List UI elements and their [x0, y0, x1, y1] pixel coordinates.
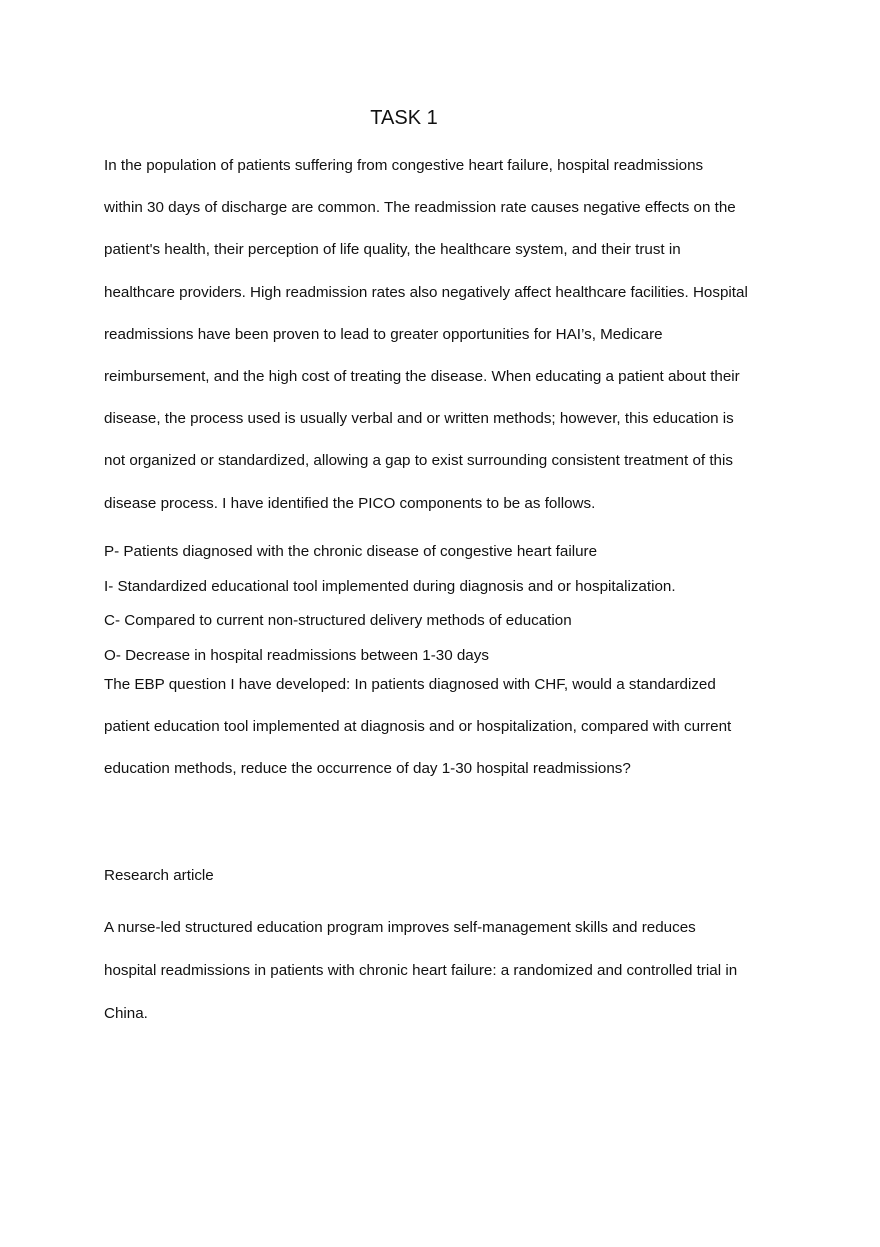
pico-item-population: P- Patients diagnosed with the chronic disease of congestive heart failure	[104, 543, 598, 560]
pico-list	[104, 535, 794, 673]
intro-line: In the population of patients suffering from congestive heart failure, hospital readmissions	[104, 157, 704, 174]
article-line: hospital readmissions in patients with chronic heart failure: a randomized and controlled trial in	[104, 962, 738, 979]
intro-line: disease, the process used is usually verbal and or written methods; however, this education is	[104, 410, 734, 428]
article-title-paragraph	[104, 906, 794, 1035]
research-article-label: Research article	[104, 867, 214, 884]
intro-paragraph	[104, 145, 794, 525]
intro-line: patient's health, their perception of life quality, the healthcare system, and their trust in	[104, 241, 681, 259]
intro-line: disease process. I have identified the PICO components to be as follows.	[104, 494, 596, 512]
intro-line: within 30 days of discharge are common. The readmission rate causes negative effects on the	[104, 199, 736, 217]
article-line: China.	[104, 1005, 148, 1022]
page-title: TASK 1	[370, 107, 438, 129]
intro-line: healthcare providers. High readmission rates also negatively affect healthcare facilities. Hospital	[104, 283, 748, 301]
ebp-line: The EBP question I have developed: In patients diagnosed with CHF, would a standardized	[104, 676, 716, 693]
intro-line: reimbursement, and the high cost of treating the disease. When educating a patient about their	[104, 368, 740, 386]
pico-item-intervention: I- Standardized educational tool implemented during diagnosis and or hospitalization.	[104, 577, 676, 595]
ebp-line: patient education tool implemented at diagnosis and or hospitalization, compared with current	[104, 718, 732, 735]
article-line: A nurse-led structured education program improves self-management skills and reduces	[104, 919, 696, 936]
ebp-question-paragraph	[104, 664, 794, 790]
ebp-line: education methods, reduce the occurrence of day 1-30 hospital readmissions?	[104, 760, 631, 777]
pico-item-outcome: O- Decrease in hospital readmissions between 1-30 days	[104, 646, 489, 664]
pico-item-comparison: C- Compared to current non-structured delivery methods of education	[104, 612, 572, 629]
intro-line: readmissions have been proven to lead to greater opportunities for HAI’s, Medicare	[104, 325, 663, 343]
intro-line: not organized or standardized, allowing a gap to exist surrounding consistent treatment of this	[104, 452, 733, 470]
